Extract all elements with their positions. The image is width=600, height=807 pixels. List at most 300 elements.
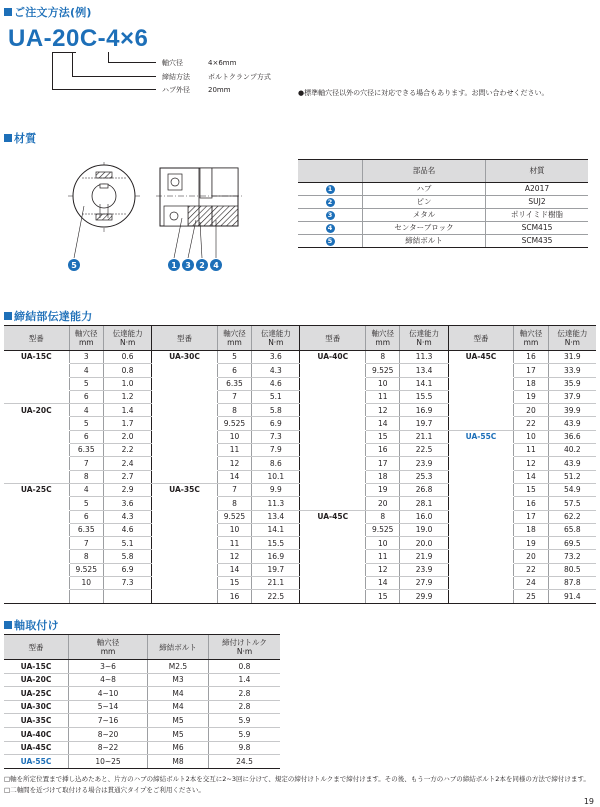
material-section-heading: 材質 [4, 130, 36, 146]
capacity-cell: 2.2 [104, 444, 152, 457]
model-cell [300, 377, 366, 390]
torque-cell: 9.8 [209, 741, 281, 755]
table-row [4, 673, 280, 687]
capacity-cell: 31.9 [548, 351, 596, 364]
bore-cell: 19 [365, 483, 400, 496]
order-section-heading: ご注文方法(例) [4, 4, 92, 20]
model-cell [300, 457, 366, 470]
capacity-cell: 29.9 [400, 590, 448, 603]
capacity-cell: 11.3 [252, 497, 300, 510]
bore-cell: 11 [514, 444, 549, 457]
bore-cell: 16 [217, 590, 252, 603]
table-row [298, 196, 588, 209]
section-marker [4, 312, 12, 320]
bore-cell: 16 [514, 497, 549, 510]
bolt-cell: M4 [148, 700, 209, 714]
table-row [4, 417, 596, 430]
bore-cell: 5 [217, 351, 252, 364]
capacity-cell: 7.3 [104, 577, 152, 590]
material-name: A2017 [486, 183, 589, 196]
model-cell [152, 404, 218, 417]
capacity-cell: 14.1 [400, 377, 448, 390]
header-model: 型番 [4, 635, 69, 660]
bore-cell: 7 [217, 390, 252, 403]
bracket-bore-horizontal [108, 62, 156, 63]
mounting-section-heading: 軸取付け [4, 617, 59, 633]
underline-20 [52, 52, 76, 53]
model-cell [152, 577, 218, 590]
bore-cell: 14 [514, 470, 549, 483]
table-row [4, 470, 596, 483]
capacity-cell: 21.1 [400, 430, 448, 443]
bracket-clamp-vertical [72, 52, 73, 76]
capacity-table [4, 325, 596, 604]
bracket-hub-horizontal [52, 89, 156, 90]
table-row [4, 510, 596, 523]
bore-cell: 9.525 [69, 563, 104, 576]
header-model: 型番 [300, 326, 366, 351]
capacity-cell: 39.9 [548, 404, 596, 417]
torque-cell: 2.8 [209, 687, 281, 701]
material-table [298, 159, 588, 248]
bore-cell: 6 [217, 364, 252, 377]
capacity-cell: 37.9 [548, 390, 596, 403]
bolt-cell: M6 [148, 741, 209, 755]
model-cell [152, 390, 218, 403]
bore-cell: 6 [69, 390, 104, 403]
callout-3 [182, 259, 194, 271]
header-bore: 軸穴径 mm [514, 326, 549, 351]
bore-cell: 10 [217, 430, 252, 443]
bore-cell: 4 [69, 483, 104, 496]
model-cell [152, 537, 218, 550]
model-cell [300, 390, 366, 403]
bore-cell: 20 [514, 550, 549, 563]
part-name: 締結ボルト [363, 235, 486, 248]
torque-cell: 2.8 [209, 700, 281, 714]
capacity-cell: 7.3 [252, 430, 300, 443]
bore-cell: 5 [69, 497, 104, 510]
model-cell [4, 537, 69, 550]
model-cell: UA-15C [4, 660, 69, 674]
bore-cell: 10 [69, 577, 104, 590]
capacity-cell: 5.1 [252, 390, 300, 403]
callout-1 [168, 259, 180, 271]
capacity-cell: 4.6 [104, 523, 152, 536]
model-cell [4, 577, 69, 590]
capacity-cell: 22.5 [400, 444, 448, 457]
bolt-cell: M8 [148, 755, 209, 769]
svg-text:5: 5 [71, 261, 77, 270]
header-part-name: 部品名 [363, 160, 486, 183]
bore-cell: 22 [514, 417, 549, 430]
capacity-table-header [4, 326, 596, 351]
model-cell [448, 550, 514, 563]
model-cell [152, 444, 218, 457]
model-cell [300, 483, 366, 496]
capacity-cell: 51.2 [548, 470, 596, 483]
table-row [4, 687, 280, 701]
model-cell: UA-55C [4, 755, 69, 769]
part-name: メタル [363, 209, 486, 222]
capacity-cell: 1.7 [104, 417, 152, 430]
bore-cell: 10 [514, 430, 549, 443]
model-cell [4, 523, 69, 536]
model-cell [152, 364, 218, 377]
svg-text:3: 3 [185, 261, 191, 270]
bore-cell: 7 [69, 457, 104, 470]
capacity-cell: 36.6 [548, 430, 596, 443]
mounting-table-header [4, 635, 280, 660]
bore-cell: 20 [365, 497, 400, 510]
bore-cell: 6.35 [69, 523, 104, 536]
number-badge: 4 [326, 224, 335, 233]
mounting-table [4, 634, 280, 769]
capacity-cell: 2.9 [104, 483, 152, 496]
material-name: SUJ2 [486, 196, 589, 209]
header-bore: 軸穴径 mm [365, 326, 400, 351]
footnote-1: □軸を所定位置まで挿し込めたあと、片方のハブの締結ボルト2本を交互に2~3回に分けて、規定の締付けトルクまで締付けます。その後、もう一方のハブの締結ボルト2本を同様の方法で締付けます。 [4, 775, 590, 783]
capacity-cell: 27.9 [400, 577, 448, 590]
bore-cell: 6 [69, 430, 104, 443]
capacity-cell: 0.6 [104, 351, 152, 364]
capacity-cell: 6.9 [252, 417, 300, 430]
capacity-cell: 4.3 [252, 364, 300, 377]
model-cell: UA-15C [20, 352, 52, 362]
table-row [4, 404, 596, 417]
bore-range-cell: 3~6 [69, 660, 148, 674]
header-bore: 軸穴径 mm [217, 326, 252, 351]
header-bore: 軸穴径 mm [69, 635, 148, 660]
header-model: 型番 [448, 326, 514, 351]
bore-cell: 11 [365, 550, 400, 563]
table-row [4, 563, 596, 576]
bore-cell: 15 [217, 577, 252, 590]
model-cell [4, 364, 69, 377]
capacity-cell: 19.7 [252, 563, 300, 576]
capacity-cell: 40.2 [548, 444, 596, 457]
capacity-cell: 19.7 [400, 417, 448, 430]
model-cell: UA-30C [152, 351, 218, 364]
capacity-cell: 5.8 [252, 404, 300, 417]
capacity-cell: 65.8 [548, 523, 596, 536]
model-cell [448, 577, 514, 590]
bolt-cell: M4 [148, 687, 209, 701]
header-model: 型番 [152, 326, 218, 351]
model-cell [300, 497, 366, 510]
bore-cell: 3 [69, 351, 104, 364]
model-cell [4, 457, 69, 470]
material-name: SCM415 [486, 222, 589, 235]
number-badge: 1 [326, 185, 335, 194]
bore-cell: 18 [514, 377, 549, 390]
capacity-cell: 8.6 [252, 457, 300, 470]
capacity-cell: 91.4 [548, 590, 596, 603]
bore-cell: 11 [217, 444, 252, 457]
model-cell: UA-45C [448, 351, 514, 364]
bore-cell: 11 [365, 390, 400, 403]
model-cell [4, 563, 69, 576]
bore-cell: 7 [69, 537, 104, 550]
coupling-drawing [60, 160, 250, 280]
capacity-cell: 13.4 [400, 364, 448, 377]
bore-cell: 11 [217, 537, 252, 550]
bore-cell: 10 [365, 537, 400, 550]
bore-range-cell: 4~8 [69, 673, 148, 687]
capacity-cell: 21.1 [252, 577, 300, 590]
bore-cell: 7 [217, 483, 252, 496]
model-cell [448, 364, 514, 377]
bolt-cell: M3 [148, 673, 209, 687]
bore-cell: 16 [365, 444, 400, 457]
model-cell [152, 417, 218, 430]
model-cell [448, 523, 514, 536]
bore-cell: 10 [217, 523, 252, 536]
model-cell [300, 470, 366, 483]
model-cell [152, 430, 218, 443]
spec-bore: 軸穴径 4×6mm [162, 59, 237, 67]
model-cell: UA-45C [300, 510, 366, 523]
capacity-cell: 4.3 [104, 510, 152, 523]
bore-cell: 22 [514, 563, 549, 576]
bore-cell: 15 [365, 430, 400, 443]
model-cell: UA-25C [4, 687, 69, 701]
spec-hub-diameter: ハブ外径 20mm [162, 86, 231, 94]
callout-2 [196, 259, 208, 271]
bore-cell: 8 [365, 351, 400, 364]
table-row [4, 755, 280, 769]
model-cell: UA-25C [20, 485, 52, 495]
bore-cell: 8 [69, 470, 104, 483]
capacity-cell: 3.6 [104, 497, 152, 510]
capacity-cell: 33.9 [548, 364, 596, 377]
bore-cell: 8 [217, 404, 252, 417]
table-row [4, 483, 596, 496]
model-cell [300, 417, 366, 430]
model-cell [152, 510, 218, 523]
model-cell [448, 563, 514, 576]
torque-cell: 24.5 [209, 755, 281, 769]
number-badge: 5 [326, 237, 335, 246]
header-blank [298, 160, 363, 183]
model-cell [300, 404, 366, 417]
header-bore: 軸穴径 mm [69, 326, 104, 351]
svg-text:4: 4 [213, 261, 219, 270]
capacity-cell: 16.9 [252, 550, 300, 563]
capacity-cell [104, 590, 152, 603]
bore-cell: 15 [514, 483, 549, 496]
material-name: SCM435 [486, 235, 589, 248]
model-cell [4, 470, 69, 483]
capacity-cell: 35.9 [548, 377, 596, 390]
table-row [4, 714, 280, 728]
table-row [4, 741, 280, 755]
bore-cell: 12 [217, 550, 252, 563]
capacity-cell: 9.9 [252, 483, 300, 496]
model-cell [4, 444, 69, 457]
torque-cell: 0.8 [209, 660, 281, 674]
table-row [4, 377, 596, 390]
capacity-cell: 1.4 [104, 404, 152, 417]
svg-text:1: 1 [171, 261, 177, 270]
table-row [4, 390, 596, 403]
bore-cell: 19 [514, 390, 549, 403]
capacity-cell: 7.9 [252, 444, 300, 457]
material-table-header [298, 160, 588, 183]
capacity-cell: 87.8 [548, 577, 596, 590]
bore-cell: 17 [514, 510, 549, 523]
model-cell [4, 510, 69, 523]
bore-cell: 9.525 [365, 364, 400, 377]
number-badge: 2 [326, 198, 335, 207]
table-row [298, 209, 588, 222]
bore-cell: 14 [217, 470, 252, 483]
table-row [4, 364, 596, 377]
model-cell [152, 497, 218, 510]
model-cell [300, 550, 366, 563]
header-capacity: 伝達能力 N·m [104, 326, 152, 351]
part-name: センターブロック [363, 222, 486, 235]
model-cell: UA-40C [300, 351, 366, 364]
bore-cell: 6.35 [69, 444, 104, 457]
capacity-cell: 13.4 [252, 510, 300, 523]
part-name: ピン [363, 196, 486, 209]
model-cell [4, 390, 69, 403]
bore-cell: 4 [69, 404, 104, 417]
bore-cell: 5 [69, 417, 104, 430]
capacity-cell: 3.6 [252, 351, 300, 364]
capacity-cell: 0.8 [104, 364, 152, 377]
bore-cell: 4 [69, 364, 104, 377]
table-row [4, 523, 596, 536]
torque-cell: 5.9 [209, 727, 281, 741]
bore-cell: 8 [217, 497, 252, 510]
capacity-cell: 69.5 [548, 537, 596, 550]
bore-cell: 14 [365, 417, 400, 430]
bore-cell [69, 590, 104, 603]
capacity-cell: 19.0 [400, 523, 448, 536]
capacity-cell: 57.5 [548, 497, 596, 510]
model-cell [4, 377, 69, 390]
capacity-cell: 11.3 [400, 351, 448, 364]
footnote-2: □二軸間を近づけて取付ける場合は貫通穴タイプをご利用ください。 [4, 786, 205, 794]
capacity-cell: 2.0 [104, 430, 152, 443]
front-view [68, 162, 140, 232]
bore-range-cell: 5~14 [69, 700, 148, 714]
number-badge: 3 [326, 211, 335, 220]
header-capacity: 伝達能力 N·m [252, 326, 300, 351]
part-name: ハブ [363, 183, 486, 196]
header-bolt: 締結ボルト [148, 635, 209, 660]
header-capacity: 伝達能力 N·m [400, 326, 448, 351]
table-row [4, 590, 596, 603]
bore-cell: 9.525 [365, 523, 400, 536]
capacity-cell: 23.9 [400, 563, 448, 576]
model-cell [152, 377, 218, 390]
model-cell: UA-45C [4, 741, 69, 755]
model-cell [300, 590, 366, 603]
bore-cell: 12 [365, 404, 400, 417]
side-view [156, 168, 244, 226]
capacity-cell: 28.1 [400, 497, 448, 510]
model-cell [448, 377, 514, 390]
bore-cell: 12 [217, 457, 252, 470]
model-cell [448, 510, 514, 523]
model-cell [300, 537, 366, 550]
bracket-hub-vertical [52, 52, 53, 89]
table-row [4, 497, 596, 510]
model-cell: UA-20C [20, 405, 52, 415]
material-name: ポリイミド樹脂 [486, 209, 589, 222]
bore-cell: 9.525 [217, 510, 252, 523]
capacity-cell: 15.5 [252, 537, 300, 550]
bore-cell: 10 [365, 377, 400, 390]
capacity-cell: 1.0 [104, 377, 152, 390]
bore-cell: 12 [365, 563, 400, 576]
bore-cell: 15 [365, 590, 400, 603]
model-cell [448, 457, 514, 470]
model-cell [300, 430, 366, 443]
table-row [298, 222, 588, 235]
header-capacity: 伝達能力 N·m [548, 326, 596, 351]
torque-cell: 5.9 [209, 714, 281, 728]
table-row [4, 700, 280, 714]
model-cell [448, 404, 514, 417]
callout-5 [68, 259, 80, 271]
model-cell [448, 470, 514, 483]
table-row [4, 660, 280, 674]
capacity-cell: 25.3 [400, 470, 448, 483]
capacity-table-body [4, 351, 596, 604]
table-row [298, 183, 588, 196]
capacity-cell: 5.1 [104, 537, 152, 550]
bore-range-cell: 8~20 [69, 727, 148, 741]
section-marker [4, 134, 12, 142]
bore-cell: 6 [69, 510, 104, 523]
model-cell [448, 497, 514, 510]
bore-cell: 19 [514, 537, 549, 550]
bore-cell: 24 [514, 577, 549, 590]
bore-range-cell: 8~22 [69, 741, 148, 755]
model-cell [300, 563, 366, 576]
capacity-cell: 62.2 [548, 510, 596, 523]
bore-cell: 18 [365, 470, 400, 483]
capacity-cell: 43.9 [548, 457, 596, 470]
header-material: 材質 [486, 160, 589, 183]
capacity-cell: 73.2 [548, 550, 596, 563]
model-cell [152, 457, 218, 470]
bore-cell: 6.35 [217, 377, 252, 390]
bracket-clamp-horizontal [72, 76, 156, 77]
table-row [4, 727, 280, 741]
table-row [4, 577, 596, 590]
capacity-cell: 15.5 [400, 390, 448, 403]
bore-range-cell: 7~16 [69, 714, 148, 728]
model-cell: UA-20C [4, 673, 69, 687]
model-cell [448, 417, 514, 430]
model-code-example: UA-20C-4×6 [8, 25, 149, 52]
model-cell [300, 523, 366, 536]
model-cell [448, 483, 514, 496]
model-cell [152, 563, 218, 576]
torque-cell: 1.4 [209, 673, 281, 687]
bore-cell: 17 [514, 364, 549, 377]
svg-text:2: 2 [199, 261, 205, 270]
capacity-cell: 16.9 [400, 404, 448, 417]
capacity-cell: 2.7 [104, 470, 152, 483]
bore-cell: 9.525 [217, 417, 252, 430]
model-cell: UA-35C [4, 714, 69, 728]
